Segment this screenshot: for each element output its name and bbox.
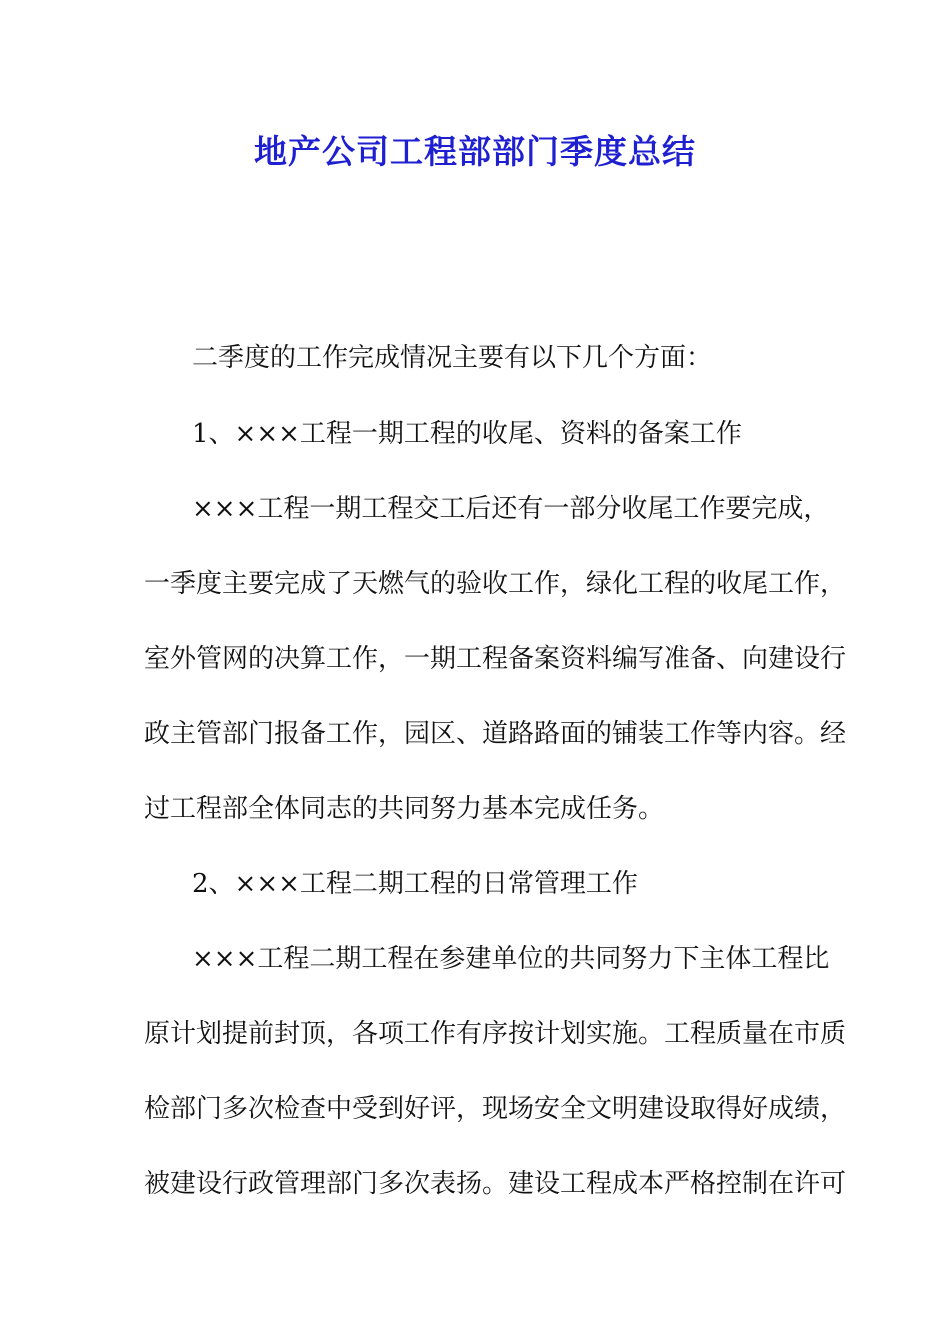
paragraph-line: 二季度的工作完成情况主要有以下几个方面： — [192, 343, 713, 373]
paragraph-line: 过工程部全体同志的共同努力基本完成任务。 — [144, 794, 665, 824]
paragraph-line: ×××工程二期工程在参建单位的共同努力下主体工程比 — [192, 944, 830, 974]
paragraph-line: 1、×××工程一期工程的收尾、资料的备案工作 — [192, 419, 742, 449]
paragraph-line: 被建设行政管理部门多次表扬。建设工程成本严格控制在许可 — [144, 1169, 847, 1199]
paragraph-line: 2、×××工程二期工程的日常管理工作 — [192, 869, 638, 899]
paragraph-line: 政主管部门报备工作，园区、道路路面的铺装工作等内容。经 — [144, 719, 847, 749]
paragraph-line: ×××工程一期工程交工后还有一部分收尾工作要完成， — [192, 494, 830, 524]
paragraph-line: 原计划提前封顶，各项工作有序按计划实施。工程质量在市质 — [144, 1019, 847, 1049]
paragraph-line: 检部门多次检查中受到好评，现场安全文明建设取得好成绩， — [144, 1094, 847, 1124]
paragraph-line: 室外管网的决算工作，一期工程备案资料编写准备、向建设行 — [144, 644, 847, 674]
document-title: 地产公司工程部部门季度总结 — [254, 132, 696, 171]
paragraph-line: 一季度主要完成了天燃气的验收工作，绿化工程的收尾工作， — [144, 569, 847, 599]
